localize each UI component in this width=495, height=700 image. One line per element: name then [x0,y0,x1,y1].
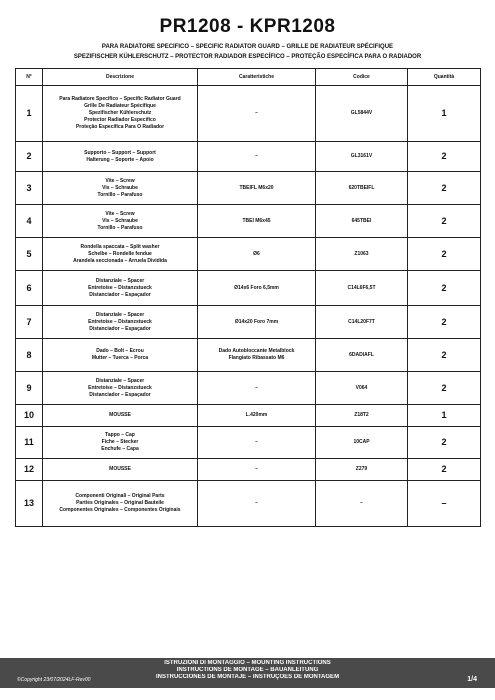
row-characteristics [198,238,316,271]
description-line: Vis – Schraube [102,184,138,191]
description-line: Componentes Originales – Componentes Originais [59,507,181,513]
row-quantity: 2 [408,172,481,205]
row-description [43,306,198,339]
table-row [16,306,481,339]
table-row [16,459,481,481]
description-line: Tornillo – Parafuso [97,191,143,198]
characteristics-line: – [255,110,258,116]
copyright-text: ©Copyright 23/07/2024LF-Rev00 [17,677,91,683]
description-line: Rondella spaccata – Split washer [80,243,160,250]
row-quantity: 2 [408,205,481,238]
row-description [43,86,198,142]
table-row [16,481,481,527]
row-code: C14L6F6,5T [316,271,408,306]
footer-line-3: INSTRUCCIONES DE MONTAJE – INSTRUÇÕES DE MONTAGEM [155,674,340,680]
row-quantity: 2 [408,427,481,459]
description-line: Grille De Radiateur Spécifique [84,103,156,109]
table-row [16,427,481,459]
row-code: Z279 [316,459,408,481]
parts-table [15,68,481,527]
row-description [43,172,198,205]
row-code: 10CAP [316,427,408,459]
description-line: Dado – Bolt – Ecrou [96,348,144,354]
row-quantity: 1 [408,405,481,427]
characteristics-line: Ø6 [253,250,260,257]
description-line: Proteção Específica Para O Radiador [75,124,165,130]
page-title: PR1208 - KPR1208 [159,16,336,37]
description-line: Vite – Screw [105,210,135,217]
row-description [43,339,198,372]
parts-table-body [16,86,481,527]
description-line: MOUSSE [109,412,131,418]
row-characteristics [198,427,316,459]
row-characteristics [198,172,316,205]
description-line: Fiche – Stecker [101,439,139,445]
row-description [43,405,198,427]
description-line: Entretoise – Distanzstueck [88,384,152,391]
characteristics-line: – [255,466,258,472]
description-line: Vite – Screw [105,177,135,184]
characteristics-line: Dado Autobloccante Metalblock [218,348,295,354]
description-line: Halterung – Soporte – Apoio [86,156,154,163]
description-line: Distanziale – Spacer [95,277,145,284]
row-code: GL5844V [316,86,408,142]
row-characteristics [198,86,316,142]
column-header-description: Descrizione [43,69,198,86]
row-code: C14L20F7T [316,306,408,339]
table-row [16,339,481,372]
description-line: Distanciador – Espaçador [89,391,151,398]
characteristics-line: Ø14x20 Foro 7mm [234,318,279,325]
row-characteristics [198,405,316,427]
row-quantity: 2 [408,271,481,306]
row-code: Z18T2 [316,405,408,427]
description-line: Entretoise – Distanzstueck [88,284,152,291]
row-description [43,427,198,459]
table-row [16,372,481,405]
description-line: Componenti Originali – Original Parts [75,493,165,499]
row-code: Z1063 [316,238,408,271]
subtitle-line-2: SPEZIFISCHER KÜHLERSCHUTZ – PROTECTOR RADIADOR ESPECÍFICO – PROTEÇÃO ESPECÍFICA PARA O RADIADOR [73,54,422,60]
row-quantity: 2 [408,306,481,339]
row-characteristics [198,339,316,372]
description-line: Spezifischer Kühlerschutz [88,110,152,116]
row-number: 8 [16,339,43,372]
row-quantity: 2 [408,339,481,372]
table-row [16,142,481,172]
row-number: 2 [16,142,43,172]
table-row [16,86,481,142]
row-description [43,205,198,238]
row-characteristics [198,142,316,172]
row-quantity: 2 [408,459,481,481]
row-code: – [316,481,408,527]
row-description [43,238,198,271]
row-quantity: 1 [408,86,481,142]
footer-line-2: INSTRUCTIONS DE MONTAGE – BAUANLEITUNG [176,667,319,673]
row-number: 6 [16,271,43,306]
characteristics-line: – [255,384,258,391]
row-quantity: 2 [408,142,481,172]
row-characteristics [198,459,316,481]
row-number: 4 [16,205,43,238]
characteristics-line: TBEIFL M6x20 [239,184,274,191]
row-code: V064 [316,372,408,405]
description-line: Schelbe – Rondelle fendue [88,250,152,257]
row-description [43,142,198,172]
description-line: Entretoise – Distanzstueck [88,318,152,325]
description-line: Enchufe – Capa [101,446,139,452]
description-line: Distanciador – Espaçador [89,325,151,332]
row-code: 645TBEI [316,205,408,238]
table-row [16,238,481,271]
column-header-number: N° [16,69,43,86]
row-characteristics [198,306,316,339]
row-description [43,459,198,481]
row-code: 6DADIAFL [316,339,408,372]
characteristics-line: L.420mm [245,412,268,418]
description-line: Mutter – Tuerca – Porca [91,355,149,361]
row-quantity: – [408,481,481,527]
characteristics-line: – [255,500,258,506]
row-quantity: 2 [408,372,481,405]
row-characteristics [198,372,316,405]
description-line: Parties Originales – Original Bauteile [76,500,164,506]
page-number: 1/4 [467,676,477,683]
row-characteristics [198,271,316,306]
table-row [16,271,481,306]
description-line: Distanciador – Espaçador [89,291,151,298]
row-number: 10 [16,405,43,427]
subtitle-line-1: PARA RADIATORE SPECIFICO – SPECIFIC RADIATOR GUARD – GRILLE DE RADIATEUR SPÉCIFIQUE [101,44,394,50]
description-line: MOUSSE [109,466,131,472]
description-line: Vis – Schraube [102,217,138,224]
row-number: 1 [16,86,43,142]
row-number: 11 [16,427,43,459]
column-header-quantity: Quantità [408,69,481,86]
footer-bar [0,658,495,688]
description-line: Supporto – Support – Support [84,149,156,156]
table-row [16,205,481,238]
table-row [16,405,481,427]
row-number: 3 [16,172,43,205]
description-line: Para Radiatore Specifico – Specific Radiator Guard [59,96,181,102]
characteristics-line: Flangiato Ribassato M6 [228,355,285,361]
row-code: 620TBEIFL [316,172,408,205]
row-number: 12 [16,459,43,481]
characteristics-line: Ø14x6 Foro 6,5mm [234,284,279,291]
table-row [16,172,481,205]
characteristics-line: – [255,153,258,159]
row-characteristics [198,205,316,238]
row-number: 13 [16,481,43,527]
row-number: 9 [16,372,43,405]
description-line: Distanziale – Spacer [95,377,145,384]
characteristics-line: – [255,439,258,445]
row-description [43,271,198,306]
description-line: Arandela seccionada – Arruela Dividida [73,257,167,264]
row-characteristics [198,481,316,527]
characteristics-line: TBEI M6x45 [242,217,271,224]
description-line: Distanziale – Spacer [95,311,145,318]
row-description [43,481,198,527]
column-header-characteristics: Caratteristiche [198,69,316,86]
row-number: 7 [16,306,43,339]
table-header-row [16,69,481,86]
description-line: Tornillo – Parafuso [97,224,143,231]
row-quantity: 2 [408,238,481,271]
description-line: Protector Radiador Específico [84,117,156,123]
row-number: 5 [16,238,43,271]
description-line: Tappo – Cap [105,432,135,438]
column-header-code: Codice [316,69,408,86]
footer-line-1: ISTRUZIONI DI MONTAGGIO – MOUNTING INSTRUCTIONS [164,660,331,666]
row-description [43,372,198,405]
row-code: GL3161V [316,142,408,172]
